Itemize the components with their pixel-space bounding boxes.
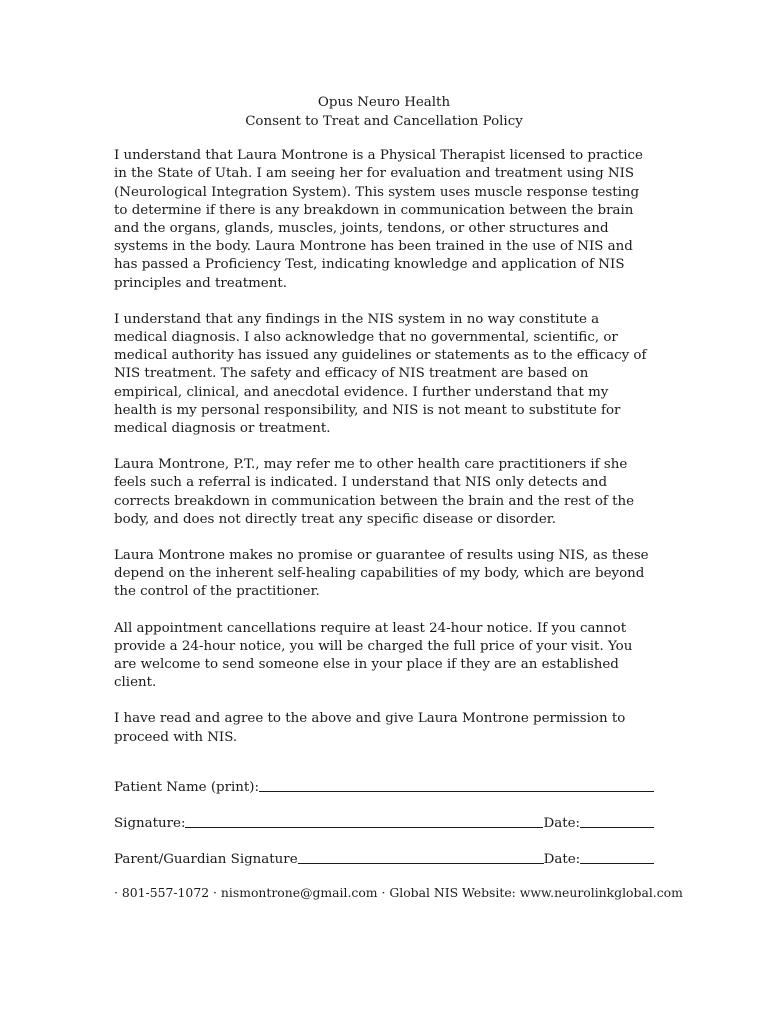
signature-date-line[interactable] xyxy=(580,813,654,828)
signature-label: Signature: xyxy=(114,815,186,831)
paragraph-no-diagnosis: I understand that any findings in the NIS system in no way constitute a medical diagnosis. I also acknowledge that no governmental, scientific, or medical authority has issued any guidelines or statements as to the efficacy of NIS treatment. The safety and efficacy of NIS treatment are based on empirical, clinical, and anecdotal evidence. I further understand that my health is my personal responsibility, and NIS is not meant to substitute for medical diagnosis or treatment. xyxy=(114,311,647,437)
document-page xyxy=(114,94,683,900)
guardian-signature-row xyxy=(114,847,654,867)
document-header xyxy=(114,94,654,131)
guardian-signature-line[interactable] xyxy=(298,849,544,864)
paragraph-referral: Laura Montrone, P.T., may refer me to other health care practitioners if she feels such a referral is indicated. I understand that NIS only detects and corrects breakdown in communication between the brain and the rest of the body, and does not directly treat any specific disease or disorder. xyxy=(114,457,635,527)
guardian-date-label: Date: xyxy=(543,851,581,867)
signature-fields xyxy=(114,775,654,867)
guardian-signature-label: Parent/Guardian Signature xyxy=(114,851,298,867)
organization-name: Opus Neuro Health xyxy=(317,95,451,110)
patient-name-line[interactable] xyxy=(259,777,654,792)
signature-row xyxy=(114,811,654,831)
signature-line[interactable] xyxy=(185,813,543,828)
contact-footer: · 801-557-1072 · nismontrone@gmail.com · Global NIS Website: www.neurolinkglobal.com xyxy=(114,884,683,900)
guardian-date-line[interactable] xyxy=(580,849,654,864)
paragraph-cancellation-policy: All appointment cancellations require at least 24-hour notice. If you cannot provide a 24-hour notice, you will be charged the full price of your visit. You are welcome to send someone else in your place if they are an established client. xyxy=(114,620,633,691)
signature-date-label: Date: xyxy=(543,815,581,831)
paragraph-no-guarantee: Laura Montrone makes no promise or guarantee of results using NIS, as these depend on the inherent self-healing capabilities of my body, which are beyond the control of the practitioner. xyxy=(114,548,649,600)
document-title: Consent to Treat and Cancellation Policy xyxy=(245,113,523,129)
paragraph-agreement: I have read and agree to the above and give Laura Montrone permission to proceed with NIS. xyxy=(114,711,626,745)
paragraph-nis-overview: I understand that Laura Montrone is a Physical Therapist licensed to practice in the State of Utah. I am seeing her for evaluation and treatment using NIS (Neurological Integration System). This system uses muscle response testing to determine if there is any breakdown in communication between the brain and the organs, glands, muscles, joints, tendons, or other structures and systems in the body. Laura Montrone has been trained in the use of NIS and has passed a Proficiency Test, indicating knowledge and application of NIS principles and treatment. xyxy=(114,148,643,291)
patient-name-label: Patient Name (print): xyxy=(114,779,260,795)
patient-name-row xyxy=(114,775,654,795)
